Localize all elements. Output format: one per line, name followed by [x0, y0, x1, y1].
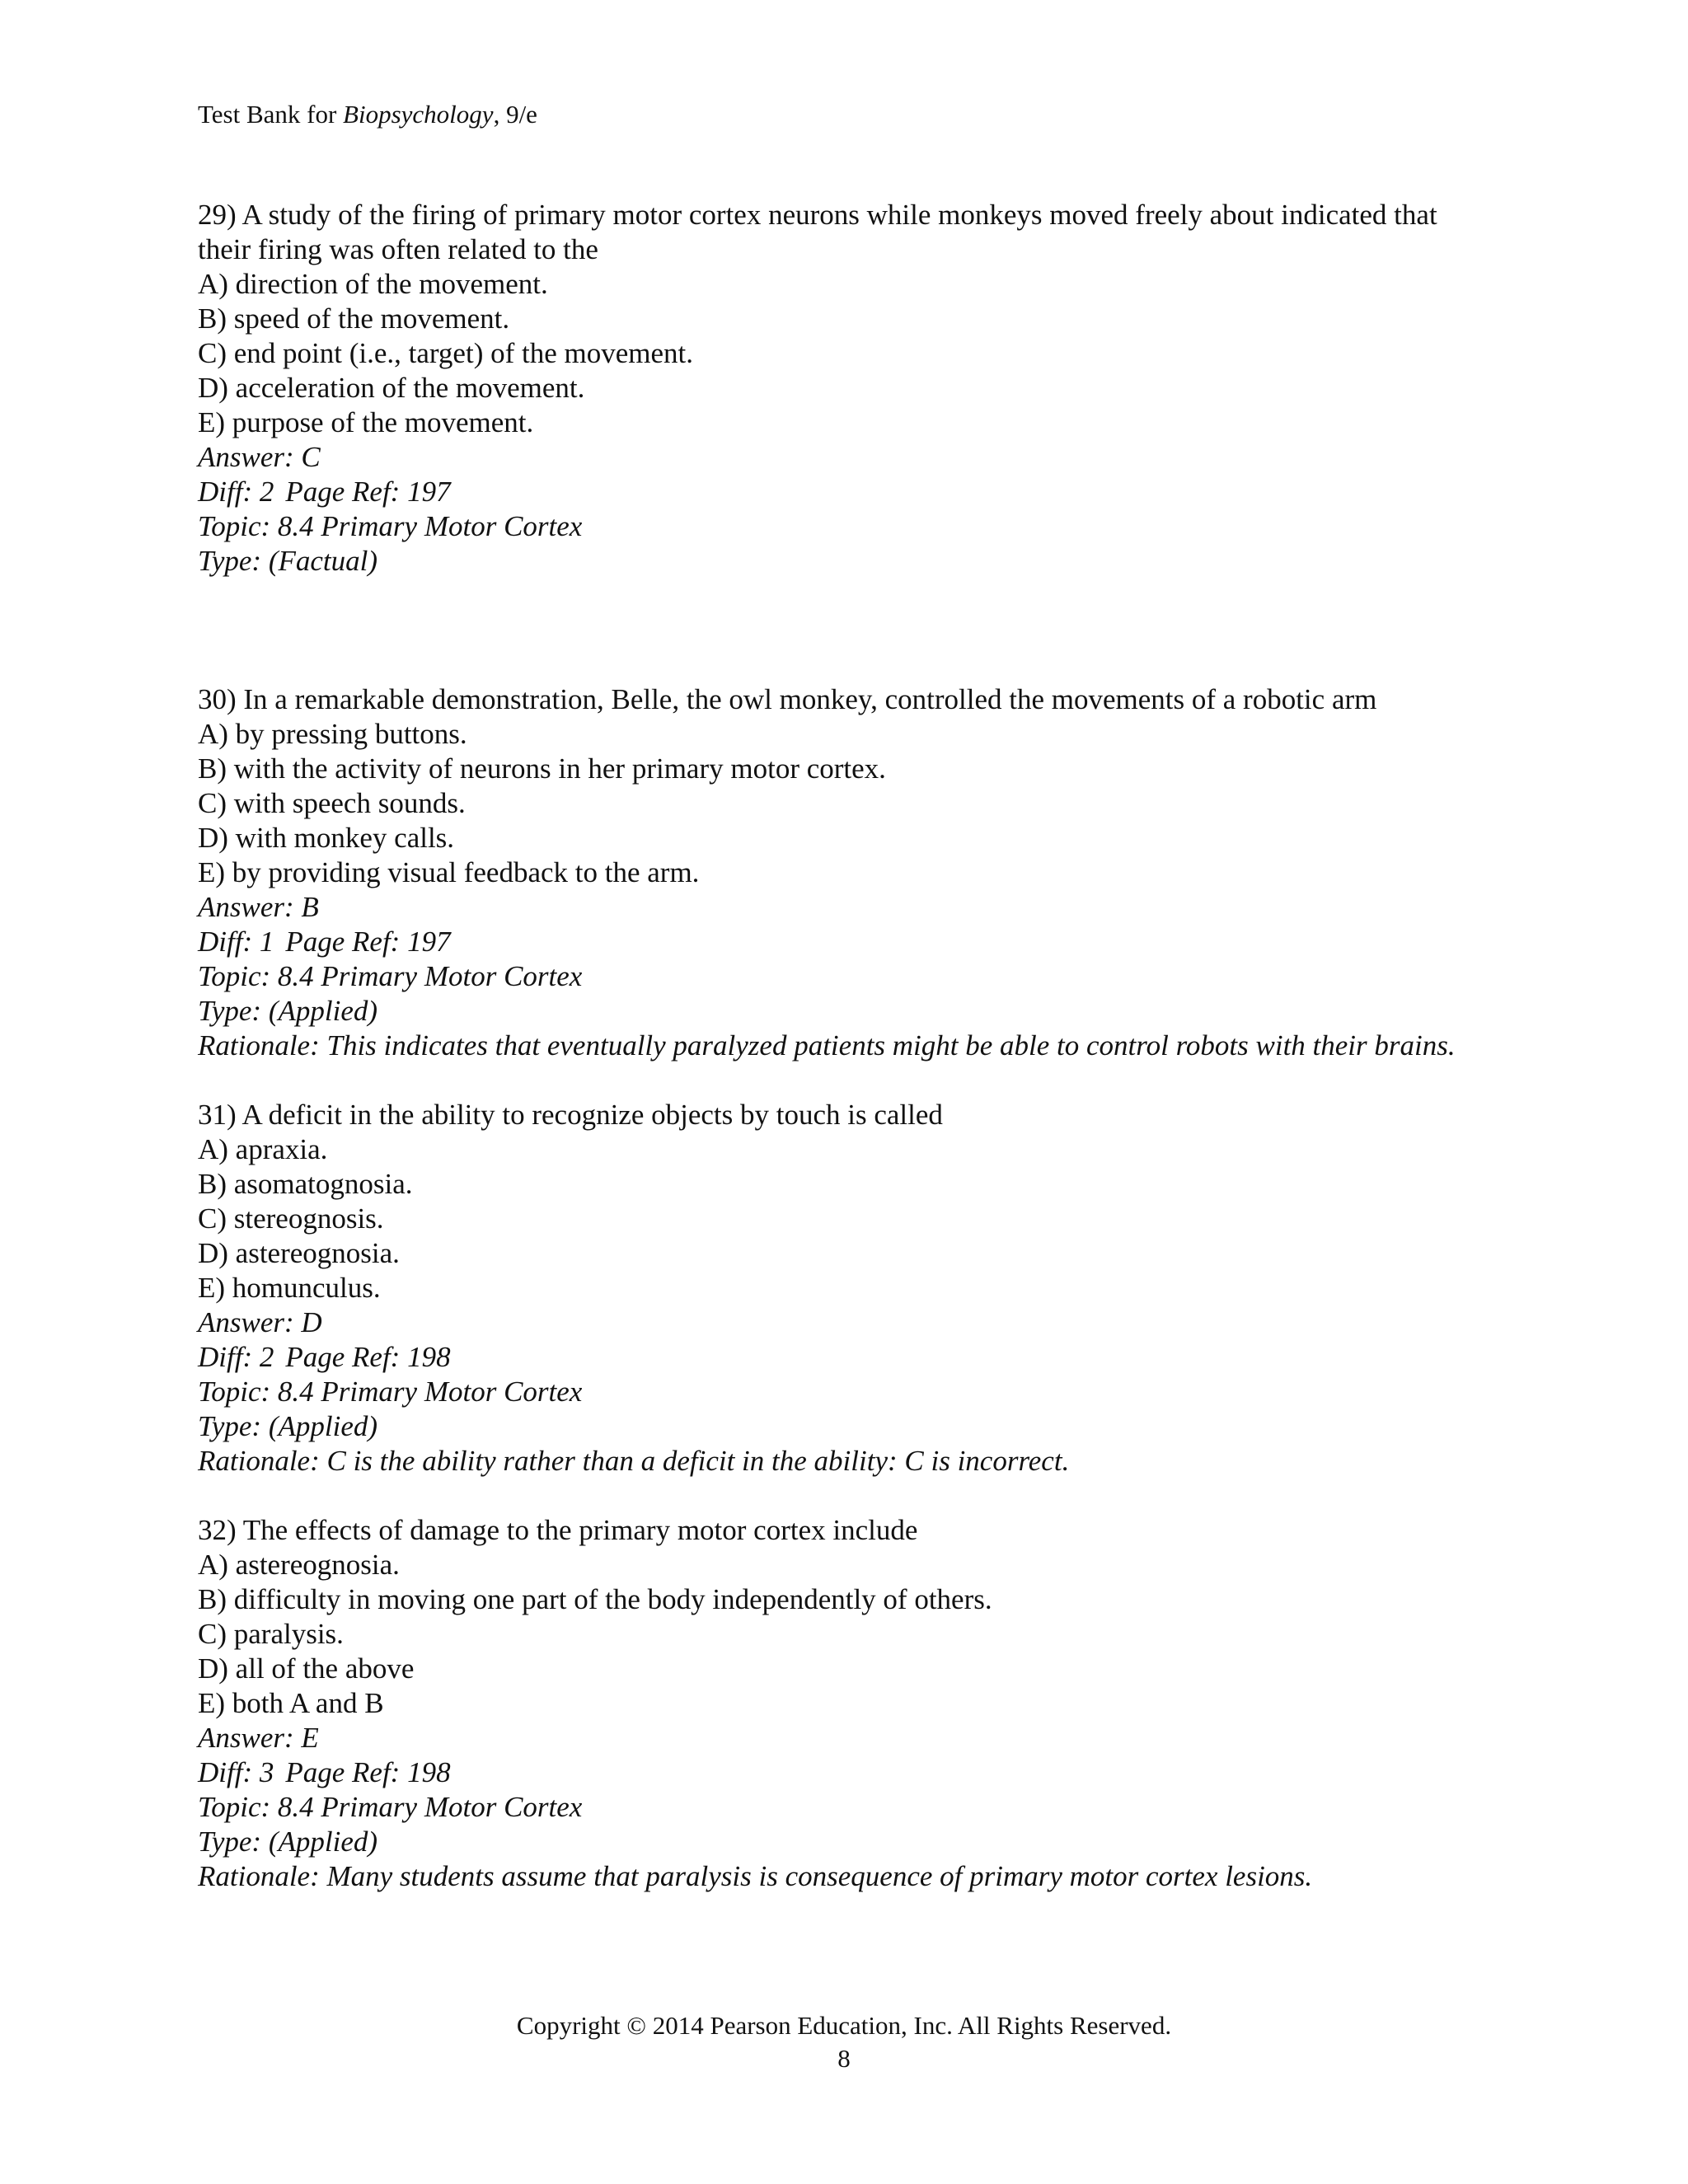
option-b: B) speed of the movement.: [198, 302, 510, 335]
header-prefix: Test Bank for: [198, 100, 344, 129]
page-ref: Page Ref: 198: [285, 1341, 451, 1373]
answer: Answer: C: [198, 441, 321, 473]
question-30: [198, 682, 1484, 1063]
topic: Topic: 8.4 Primary Motor Cortex: [198, 510, 583, 542]
page-ref: Page Ref: 197: [285, 926, 451, 958]
option-c: C) end point (i.e., target) of the movement.: [198, 337, 693, 369]
option-a: A) direction of the movement.: [198, 268, 548, 300]
difficulty-line: [198, 1340, 1484, 1375]
difficulty: Diff: 2: [198, 476, 274, 508]
option-a: A) apraxia.: [198, 1133, 328, 1165]
page-number: 8: [837, 2044, 851, 2073]
option-c: C) paralysis.: [198, 1618, 344, 1650]
topic: Topic: 8.4 Primary Motor Cortex: [198, 1376, 583, 1408]
page-ref: Page Ref: 197: [285, 476, 451, 508]
question-stem: 29) A study of the firing of primary motor cortex neurons while monkeys moved freely about indicated that their firing was often related to the: [198, 199, 1437, 265]
option-b: B) difficulty in moving one part of the body independently of others.: [198, 1583, 992, 1615]
option-a: A) by pressing buttons.: [198, 718, 467, 750]
rationale: Rationale: Many students assume that paralysis is consequence of primary motor cortex lesions.: [198, 1860, 1313, 1892]
difficulty: Diff: 3: [198, 1756, 274, 1788]
topic: Topic: 8.4 Primary Motor Cortex: [198, 1791, 583, 1823]
answer: Answer: D: [198, 1306, 322, 1338]
option-b: B) asomatognosia.: [198, 1168, 413, 1200]
option-d: D) astereognosia.: [198, 1237, 400, 1269]
topic: Topic: 8.4 Primary Motor Cortex: [198, 960, 583, 992]
rationale: Rationale: This indicates that eventually paralyzed patients might be able to control robots with their brains.: [198, 1029, 1456, 1062]
option-e: E) both A and B: [198, 1687, 384, 1719]
question-29: [198, 198, 1484, 579]
option-e: E) by providing visual feedback to the arm.: [198, 856, 700, 888]
question-type: Type: (Factual): [198, 545, 378, 577]
page-header: [198, 97, 537, 132]
difficulty-line: [198, 1755, 1484, 1790]
option-a: A) astereognosia.: [198, 1549, 400, 1581]
option-b: B) with the activity of neurons in her primary motor cortex.: [198, 752, 886, 785]
header-edition: , 9/e: [493, 100, 537, 129]
option-c: C) stereognosis.: [198, 1202, 384, 1235]
answer: Answer: E: [198, 1722, 319, 1754]
question-32: [198, 1513, 1484, 1894]
option-e: E) homunculus.: [198, 1272, 381, 1304]
header-book-title: Biopsychology: [343, 100, 494, 129]
question-stem: 30) In a remarkable demonstration, Belle, the owl monkey, controlled the movements of a robotic arm: [198, 683, 1377, 715]
question-type: Type: (Applied): [198, 1410, 378, 1442]
difficulty: Diff: 2: [198, 1341, 274, 1373]
question-list: [198, 198, 1484, 1894]
rationale: Rationale: C is the ability rather than a deficit in the ability: C is incorrect.: [198, 1445, 1070, 1477]
option-c: C) with speech sounds.: [198, 787, 466, 819]
page-ref: Page Ref: 198: [285, 1756, 451, 1788]
question-stem: 31) A deficit in the ability to recognize objects by touch is called: [198, 1099, 943, 1131]
question-31: [198, 1098, 1484, 1479]
difficulty-line: [198, 475, 1484, 509]
question-type: Type: (Applied): [198, 995, 378, 1027]
option-d: D) acceleration of the movement.: [198, 372, 585, 404]
option-d: D) all of the above: [198, 1652, 415, 1685]
question-type: Type: (Applied): [198, 1825, 378, 1858]
difficulty: Diff: 1: [198, 926, 274, 958]
difficulty-line: [198, 925, 1484, 959]
copyright-notice: Copyright © 2014 Pearson Education, Inc. All Rights Reserved.: [516, 2011, 1172, 2040]
question-stem: 32) The effects of damage to the primary motor cortex include: [198, 1514, 918, 1546]
option-d: D) with monkey calls.: [198, 822, 455, 854]
option-e: E) purpose of the movement.: [198, 406, 534, 438]
page-footer: [0, 2009, 1688, 2075]
answer: Answer: B: [198, 891, 319, 923]
